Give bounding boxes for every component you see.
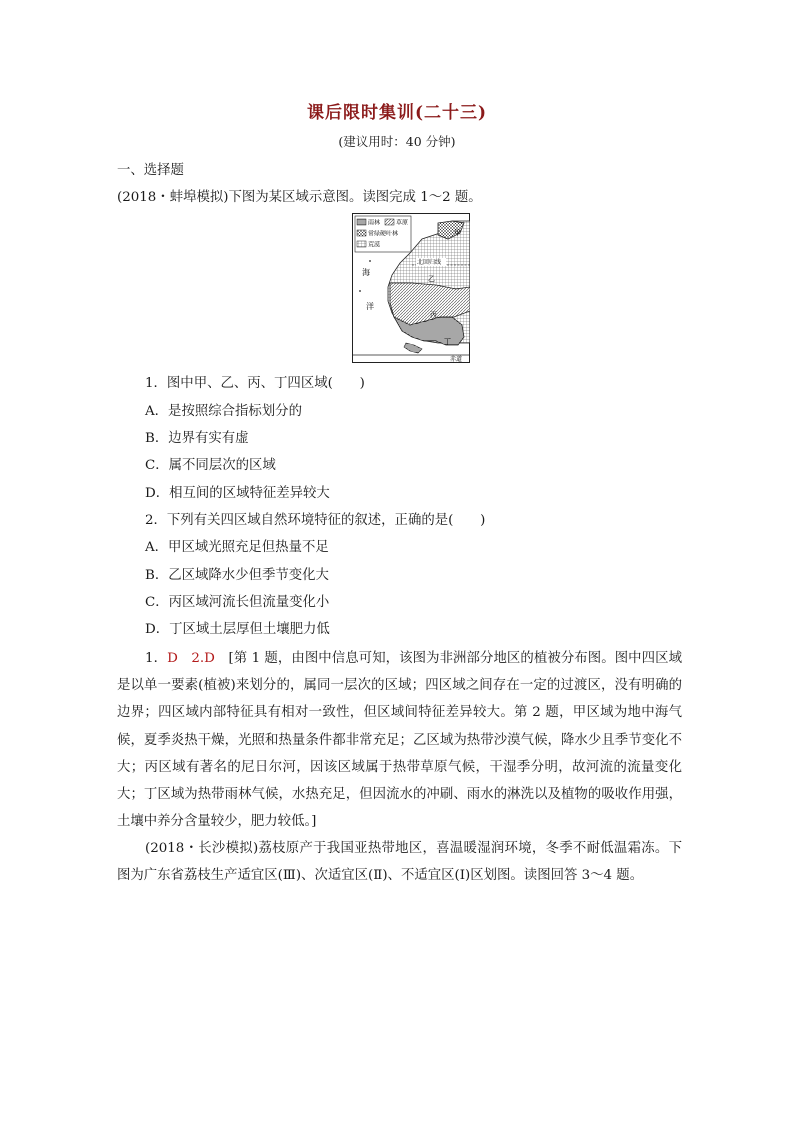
legend-sclerophyll: 常绿硬叶林: [368, 230, 399, 238]
equator-label: 赤道: [450, 356, 463, 363]
question-1-option-d: D．相互间的区域特征差异较大: [145, 486, 330, 501]
label-bing: 丙: [430, 311, 437, 319]
region-vegetation-map: [352, 213, 470, 363]
answer-prefix: 1．: [145, 651, 168, 666]
question-2-stem: 2．下列有关四区域自然环境特征的叙述，正确的是( ): [145, 513, 486, 528]
legend-grassland: 草原: [396, 219, 409, 227]
question-2-option-a: A．甲区域光照充足但热量不足: [145, 540, 329, 555]
tropic-label: 北回归线: [417, 259, 442, 266]
question-1-option-a: A．是按照综合指标划分的: [145, 404, 302, 419]
label-ocean: 洋: [366, 302, 374, 311]
label-sea: 海: [362, 268, 370, 277]
answer-key: D 2.D: [167, 651, 215, 666]
label-yi: 乙: [428, 275, 435, 283]
intro-question-3-4: (2018・长沙模拟)荔枝原产于我国亚热带地区，喜温暖湿润环境，冬季不耐低温霜冻。下图为广东省荔枝生产适宜区(Ⅲ)、次适宜区(Ⅱ)、不适宜区(Ⅰ)区划图。读图回答 3～4 题。: [117, 841, 682, 884]
question-1-option-b: B．边界有实有虚: [145, 431, 249, 446]
label-jia: 甲: [454, 229, 461, 237]
section-heading: 一、选择题: [117, 163, 184, 178]
question-2-option-b: B．乙区域降水少但季节变化大: [145, 568, 329, 583]
legend-desert: 荒漠: [368, 241, 381, 249]
label-ding: 丁: [444, 338, 451, 346]
question-2-option-d: D．丁区域土层厚但土壤肥力低: [145, 622, 330, 637]
question-1-stem: 1．图中甲、乙、丙、丁四区域( ): [145, 376, 365, 391]
intro-question-1-2: (2018・蚌埠模拟)下图为某区域示意图。读图完成 1～2 题。: [117, 190, 482, 205]
page-title: 课后限时集训(二十三): [306, 103, 488, 123]
legend-rainforest: 雨林: [368, 219, 381, 227]
answer-text: [第 1 题，由图中信息可知，该图为非洲部分地区的植被分布图。图中四区域是以单一要素(植被)来划分的，属同一层次的区域；四区域之间存在一定的过渡区，没有明确的边界；四区域内部特征具有相对一致性，但区域间特征差异较大。第 2 题，甲区域为地中海气候，夏季炎热干燥，光照和热量条件都非常充足；乙区域为热带沙漠气候，降水少且季节变化不大；丙区域有著名的尼日尔河，因该区域属于热带草原气候，干湿季分明，故河流的流量变化大；丁区域为热带雨林气候，水热充足，但因流水的冲刷、雨水的淋洗以及植物的吸收作用强，土壤中养分含量较少，肥力较低。]: [117, 651, 682, 830]
answer-explanation: [117, 645, 682, 835]
question-2-option-c: C．丙区域河流长但流量变化小: [145, 595, 330, 610]
suggested-time: (建议用时：40 分钟): [338, 134, 456, 149]
question-1-option-c: C．属不同层次的区域: [145, 458, 276, 473]
